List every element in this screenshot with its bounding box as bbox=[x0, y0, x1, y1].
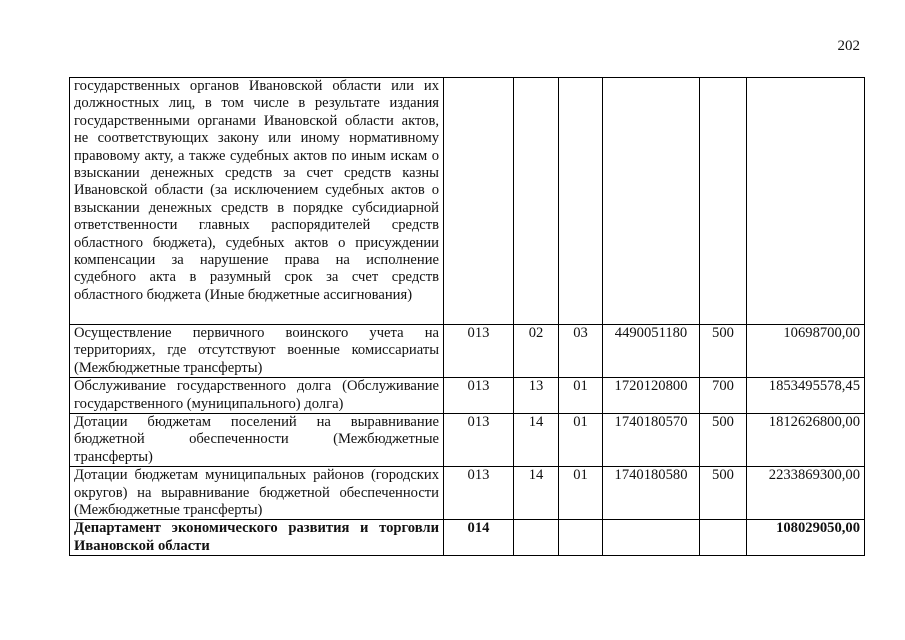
expense-type-code: 500 bbox=[700, 467, 747, 520]
expense-type-code: 500 bbox=[700, 325, 747, 378]
subsection-code bbox=[559, 78, 603, 325]
expense-type-code: 500 bbox=[700, 414, 747, 467]
row-name: Осуществление первичного воинского учета на территориях, где отсутствуют военные комиссариаты (Межбюджетные трансферты) bbox=[70, 325, 444, 378]
budget-table bbox=[69, 77, 865, 556]
subsection-code: 01 bbox=[559, 414, 603, 467]
amount: 1812626800,00 bbox=[747, 414, 865, 467]
section-code bbox=[514, 520, 559, 556]
row-name: Дотации бюджетам поселений на выравнивание бюджетной обеспеченности (Межбюджетные трансферты) bbox=[70, 414, 444, 467]
section-code: 13 bbox=[514, 378, 559, 414]
subsection-code bbox=[559, 520, 603, 556]
table-row-department bbox=[70, 520, 865, 556]
row-name: Обслуживание государственного долга (Обслуживание государственного (муниципального) долга) bbox=[70, 378, 444, 414]
ministry-code: 013 bbox=[444, 325, 514, 378]
target-article-code: 4490051180 bbox=[603, 325, 700, 378]
ministry-code bbox=[444, 78, 514, 325]
expense-type-code bbox=[700, 520, 747, 556]
amount: 10698700,00 bbox=[747, 325, 865, 378]
amount bbox=[747, 78, 865, 325]
table-row bbox=[70, 78, 865, 325]
target-article-code: 1740180580 bbox=[603, 467, 700, 520]
expense-type-code bbox=[700, 78, 747, 325]
table-row bbox=[70, 467, 865, 520]
table-row bbox=[70, 378, 865, 414]
ministry-code: 013 bbox=[444, 467, 514, 520]
target-article-code: 1740180570 bbox=[603, 414, 700, 467]
table-row bbox=[70, 325, 865, 378]
ministry-code: 013 bbox=[444, 378, 514, 414]
subsection-code: 03 bbox=[559, 325, 603, 378]
target-article-code bbox=[603, 520, 700, 556]
page-number: 202 bbox=[837, 38, 860, 54]
amount: 1853495578,45 bbox=[747, 378, 865, 414]
ministry-code: 014 bbox=[444, 520, 514, 556]
expense-type-code: 700 bbox=[700, 378, 747, 414]
row-name: Департамент экономического развития и торговли Ивановской области bbox=[70, 520, 444, 556]
table-row bbox=[70, 414, 865, 467]
subsection-code: 01 bbox=[559, 467, 603, 520]
target-article-code: 1720120800 bbox=[603, 378, 700, 414]
target-article-code bbox=[603, 78, 700, 325]
subsection-code: 01 bbox=[559, 378, 603, 414]
section-code bbox=[514, 78, 559, 325]
amount: 2233869300,00 bbox=[747, 467, 865, 520]
section-code: 02 bbox=[514, 325, 559, 378]
row-name: государственных органов Ивановской области или их должностных лиц, в том числе в результате издания государственными органами Ивановской области актов, не соответствующих закону или иному нормативному правовому акту, а также судебных актов по иным искам о взыскании денежных средств за счет средств казны Ивановской области (за исключением судебных актов о взыскании денежных средств в порядке субсидиарной ответственности главных распорядителей средств областного бюджета), судебных актов о присуждении компенсации за нарушение права на исполнение судебного акта в разумный срок за счет средств областного бюджета (Иные бюджетные ассигнования) bbox=[70, 78, 444, 325]
section-code: 14 bbox=[514, 467, 559, 520]
amount: 108029050,00 bbox=[747, 520, 865, 556]
row-name: Дотации бюджетам муниципальных районов (городских округов) на выравнивание бюджетной обеспеченности (Межбюджетные трансферты) bbox=[70, 467, 444, 520]
ministry-code: 013 bbox=[444, 414, 514, 467]
section-code: 14 bbox=[514, 414, 559, 467]
